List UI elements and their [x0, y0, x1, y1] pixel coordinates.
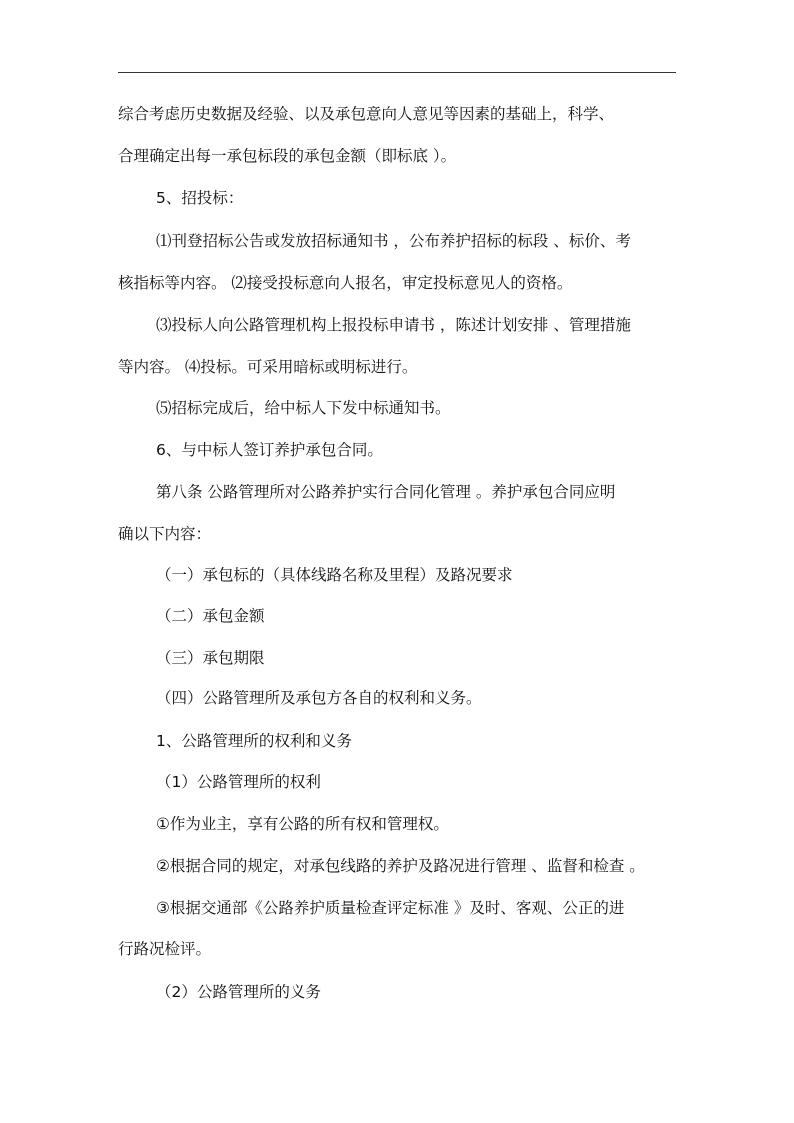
paragraph-line: 核指标等内容。 ⑵接受投标意向人报名，审定投标意见人的资格。	[118, 274, 573, 292]
header-rule	[118, 72, 676, 73]
section-heading: 6、与中标人签订养护承包合同。	[156, 441, 383, 459]
list-item: （一）承包标的（具体线路名称及里程）及路况要求	[156, 566, 513, 584]
paragraph-line: 行路况检评。	[118, 940, 212, 958]
paragraph-line: ⑴刊登招标公告或发放招标通知书 ，公布养护招标的标段 、标价、考	[156, 232, 631, 250]
subsection-heading: （2）公路管理所的义务	[156, 983, 321, 1001]
paragraph-line: ⑶投标人向公路管理机构上报投标申请书 ，陈述计划安排 、管理措施	[156, 316, 631, 334]
section-heading: 5、招投标：	[156, 189, 244, 207]
paragraph-line: 确以下内容：	[118, 525, 212, 543]
section-heading: 1、公路管理所的权利和义务	[156, 732, 352, 750]
list-item: ①作为业主，享有公路的所有权和管理权。	[156, 815, 449, 833]
list-item: （四）公路管理所及承包方各自的权利和义务。	[156, 689, 482, 707]
paragraph-line: 合理确定出每一承包标段的承包金额（即标底 ）。	[118, 147, 457, 165]
list-item: （三）承包期限	[156, 649, 265, 667]
subsection-heading: （1）公路管理所的权利	[156, 773, 321, 791]
list-item: （二）承包金额	[156, 607, 265, 625]
paragraph-line: ⑸招标完成后，给中标人下发中标通知书。	[156, 399, 451, 417]
list-item: ②根据合同的规定，对承包线路的养护及路况进行管理 、监督和检查 。	[156, 857, 645, 875]
list-item: ③根据交通部《公路养护质量检查评定标准 》及时、客观、公正的进	[156, 899, 625, 917]
article-heading: 第八条 公路管理所对公路养护实行合同化管理 。养护承包合同应明	[156, 483, 616, 501]
paragraph-line: 综合考虑历史数据及经验、以及承包意向人意见等因素的基础上，科学、	[118, 105, 615, 123]
paragraph-line: 等内容。 ⑷投标。可采用暗标或明标进行。	[118, 358, 418, 376]
